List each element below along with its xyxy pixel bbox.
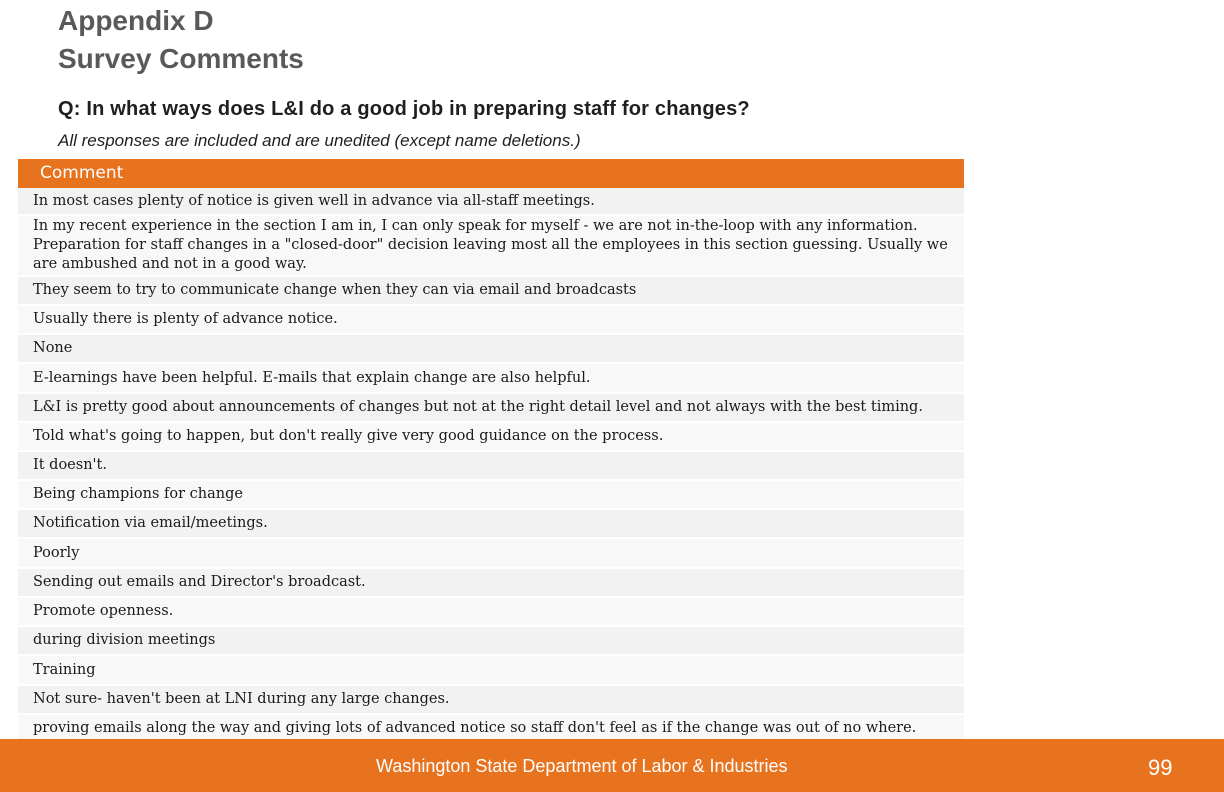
table-row: Told what's going to happen, but don't really give very good guidance on the process. [18,423,964,452]
page-title-line-2: Survey Comments [58,43,304,74]
table-row: E-learnings have been helpful. E-mails that explain change are also helpful. [18,364,964,394]
footer-bar [0,739,1224,792]
table-row: proving emails along the way and giving lots of advanced notice so staff don't feel as if the change was out of no where. [18,715,964,744]
table-row: L&I is pretty good about announcements of changes but not at the right detail level and not always with the best timing. [18,394,964,423]
table-row: Notification via email/meetings. [18,510,964,539]
table-row: Usually there is plenty of advance notice. [18,306,964,335]
table-row: None [18,335,964,364]
table-row: Being champions for change [18,481,964,510]
table-row: Sending out emails and Director's broadcast. [18,569,964,598]
table-row: In most cases plenty of notice is given well in advance via all-staff meetings. [18,188,964,216]
page-title [58,2,304,78]
page-title-line-1: Appendix D [58,5,214,36]
column-header-comment: Comment [18,159,964,188]
survey-question: Q: In what ways does L&I do a good job in preparing staff for changes? [58,98,750,120]
table-row: In my recent experience in the section I am in, I can only speak for myself - we are not in-the-loop with any information. Preparation for staff changes in a "closed-door" decision leaving most all the employees in this section guessing. Usually we are ambushed and not in a good way. [18,216,964,277]
page-number: 99 [1148,755,1173,780]
table-row: They seem to try to communicate change when they can via email and broadcasts [18,277,964,306]
table-row: during division meetings [18,627,964,656]
table-row: It doesn't. [18,452,964,481]
table-row: Poorly [18,539,964,569]
comments-table [18,159,964,744]
table-row: Promote openness. [18,598,964,627]
table-row: Training [18,656,964,686]
responses-note: All responses are included and are unedited (except name deletions.) [58,131,581,150]
footer-organization: Washington State Department of Labor & Industries [376,756,788,776]
table-row: Not sure- haven't been at LNI during any large changes. [18,686,964,715]
